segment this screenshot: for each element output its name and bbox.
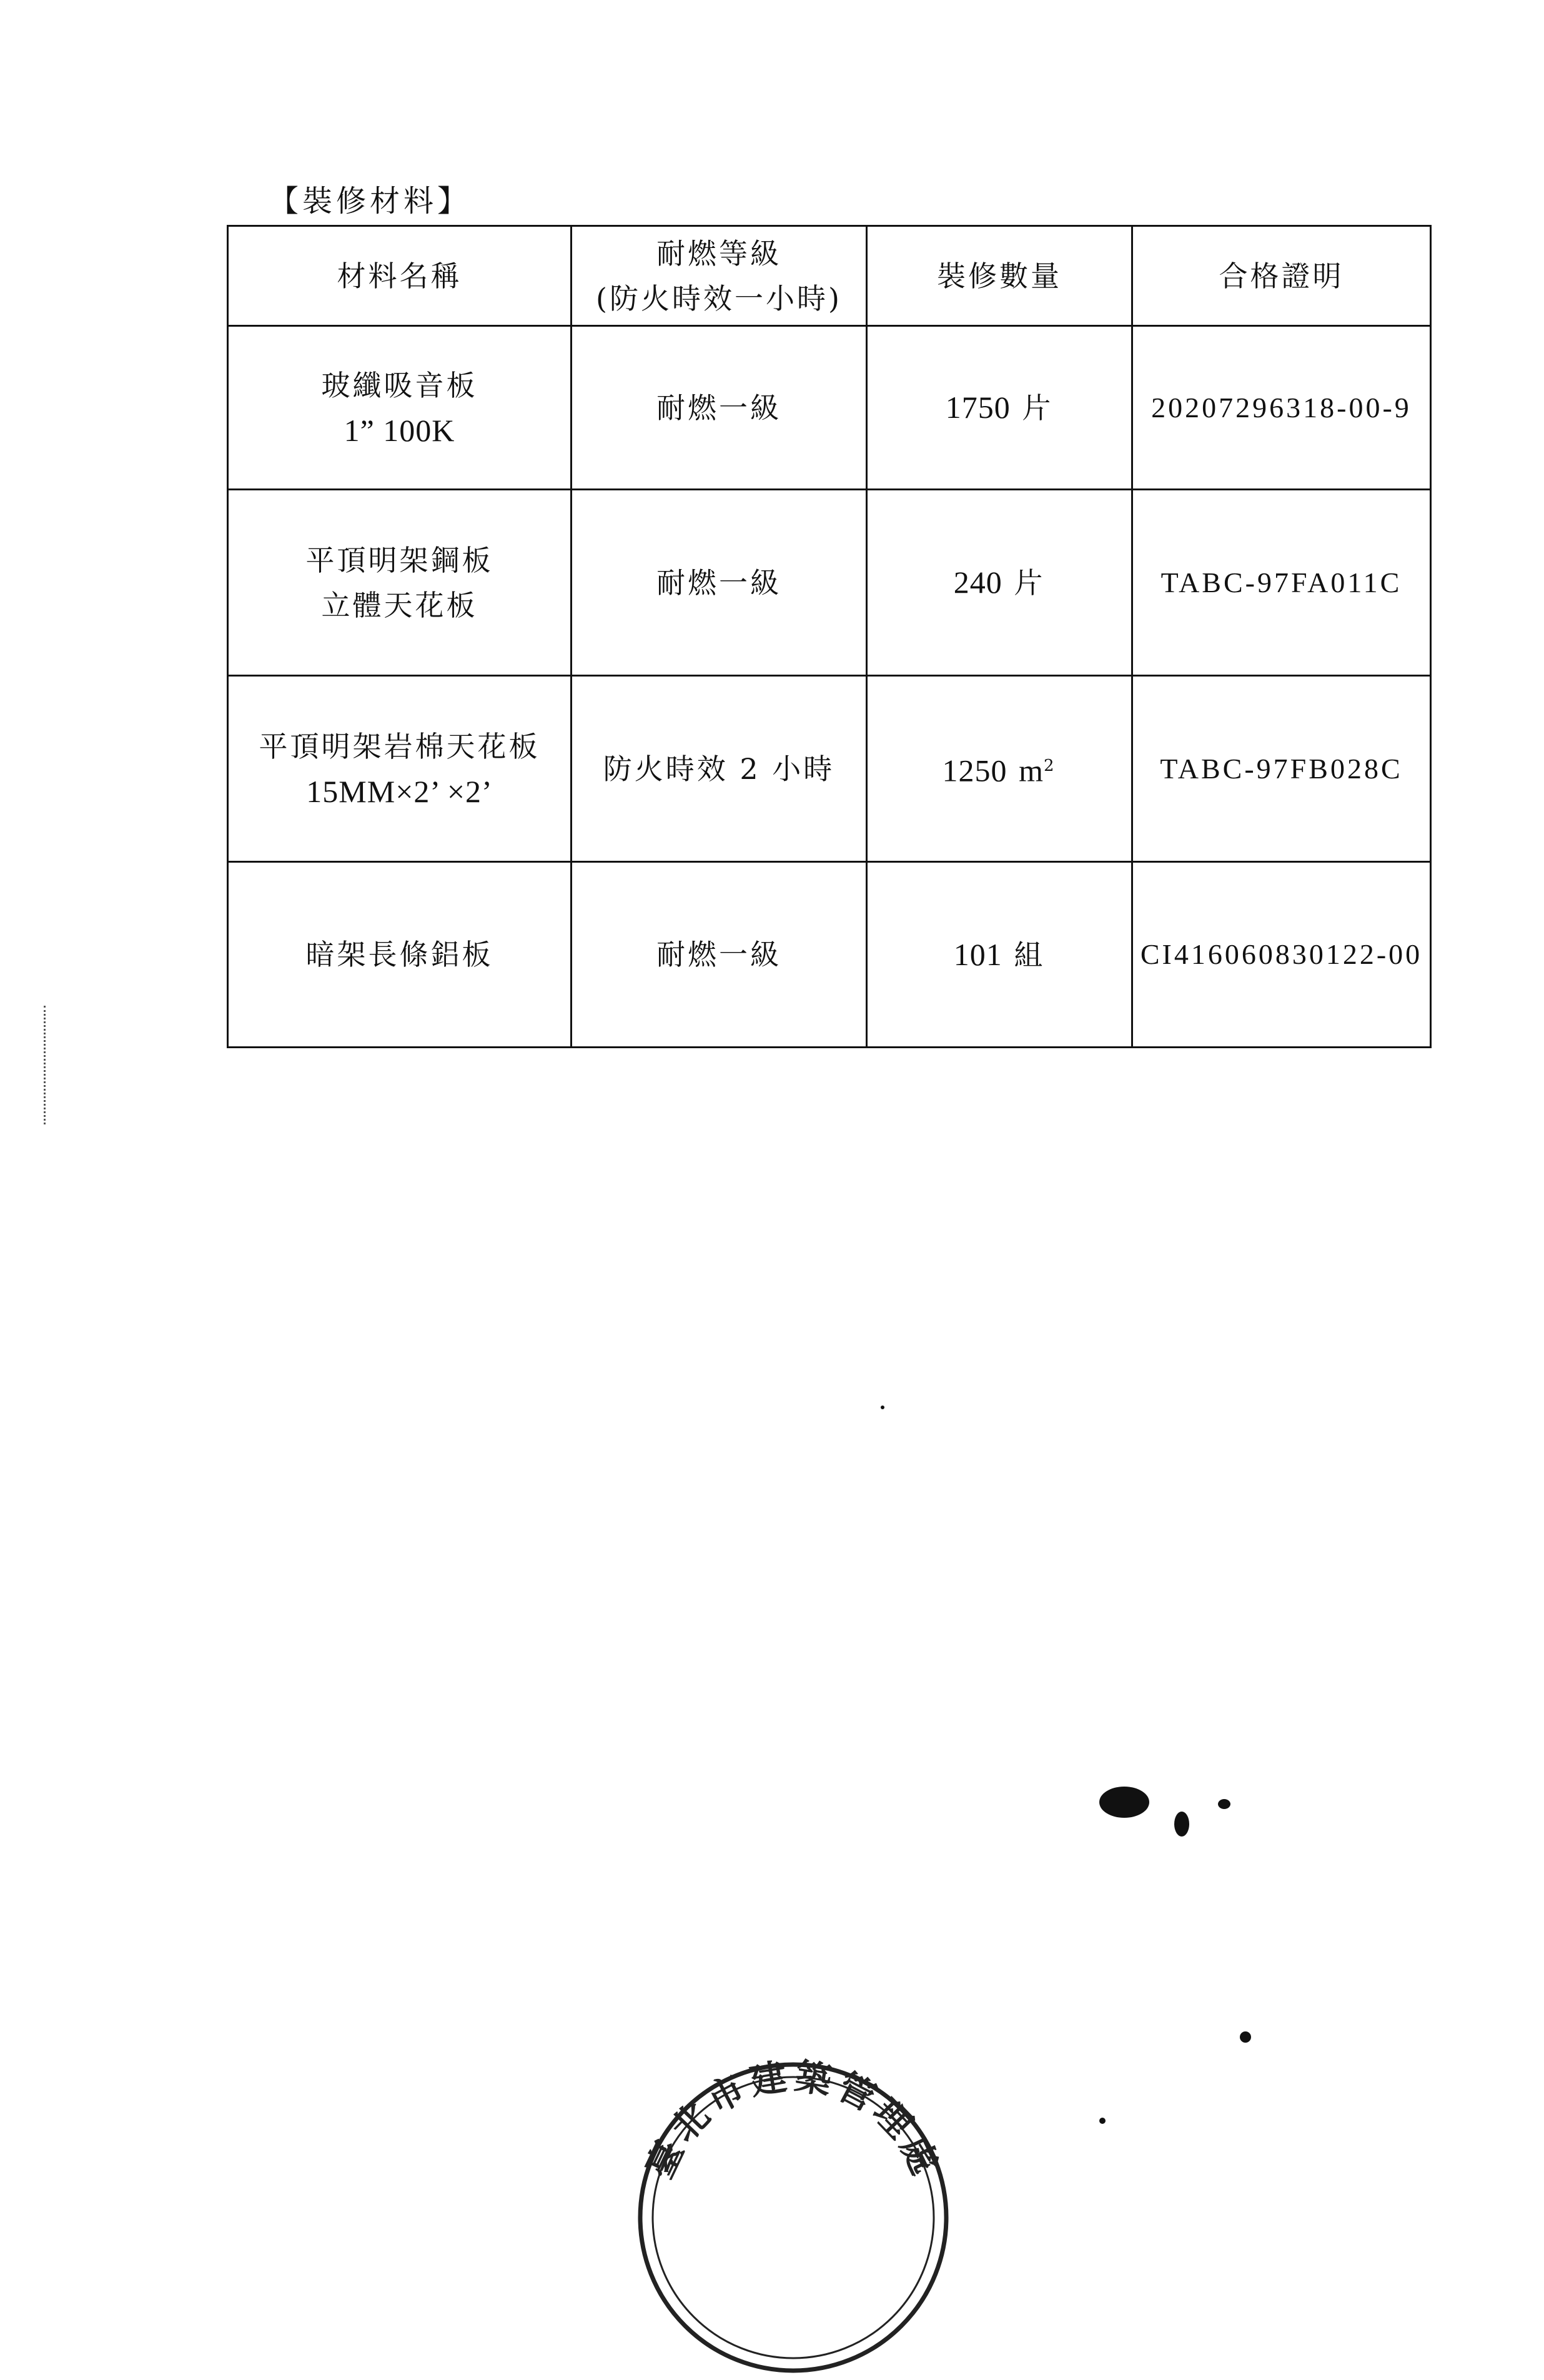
material-name-cell [228, 490, 572, 676]
table-row [228, 862, 1431, 1048]
material-name-cell [228, 326, 572, 490]
material-name-line2: 1” 100K [344, 412, 455, 448]
fire-rating-cell: 耐燃一級 [572, 862, 867, 1048]
quantity-unit: m [1019, 753, 1044, 788]
quantity-cell [867, 326, 1132, 490]
certificate-cell: TABC-97FB028C [1132, 676, 1431, 862]
quantity-unit: 組 [1014, 938, 1046, 972]
header-fire-rating-line1: 耐燃等級 [656, 236, 781, 270]
material-name-cell [228, 676, 572, 862]
table-row [228, 326, 1431, 490]
material-name-line1: 玻纖吸音板 [321, 368, 478, 402]
quantity-unit: 片 [1022, 391, 1054, 425]
quantity-cell [867, 676, 1132, 862]
table-row [228, 676, 1431, 862]
ink-blot [1240, 2031, 1251, 2043]
header-certificate: 合格證明 [1132, 226, 1431, 326]
material-name-line2: 立體天花板 [321, 588, 478, 622]
quantity-unit-superscript: 2 [1043, 756, 1057, 776]
certificate-cell: 20207296318-00-9 [1132, 326, 1431, 490]
fire-rating-cell: 耐燃一級 [572, 490, 867, 676]
header-fire-rating-line2: (防火時效一小時) [596, 281, 842, 315]
materials-table [227, 225, 1432, 1048]
quantity-unit: 片 [1014, 566, 1046, 600]
quantity-cell [867, 862, 1132, 1048]
material-name-line1: 平頂明架鋼板 [305, 543, 493, 577]
quantity-value: 101 [953, 936, 1002, 972]
ink-blot [1218, 1799, 1230, 1809]
table-header-row [228, 226, 1431, 326]
header-material-name: 材料名稱 [228, 226, 572, 326]
seal-text: 臺北市建築管理處 [638, 2055, 949, 2185]
material-name-line1: 平頂明架岩棉天花板 [259, 729, 540, 763]
quantity-value: 1250 [942, 753, 1007, 788]
ink-blot [881, 1406, 884, 1409]
table-row [228, 490, 1431, 676]
binding-margin-marks [44, 1006, 48, 1124]
ink-blot [1099, 2118, 1106, 2124]
section-title: 【裝修材料】 [269, 184, 472, 219]
material-name-cell: 暗架長條鋁板 [228, 862, 572, 1048]
quantity-value: 1750 [945, 390, 1011, 425]
ink-blot [1174, 1812, 1189, 1837]
quantity-cell [867, 490, 1132, 676]
header-quantity: 裝修數量 [867, 226, 1132, 326]
header-fire-rating [572, 226, 867, 326]
official-seal [631, 2055, 956, 2380]
material-name-line2: 15MM×2’ ×2’ [306, 773, 493, 809]
fire-rating-cell: 防火時效 2 小時 [572, 676, 867, 862]
certificate-cell: TABC-97FA011C [1132, 490, 1431, 676]
certificate-cell: CI416060830122-00 [1132, 862, 1431, 1048]
fire-rating-cell: 耐燃一級 [572, 326, 867, 490]
quantity-value: 240 [953, 565, 1002, 600]
ink-blot [1099, 1787, 1149, 1818]
